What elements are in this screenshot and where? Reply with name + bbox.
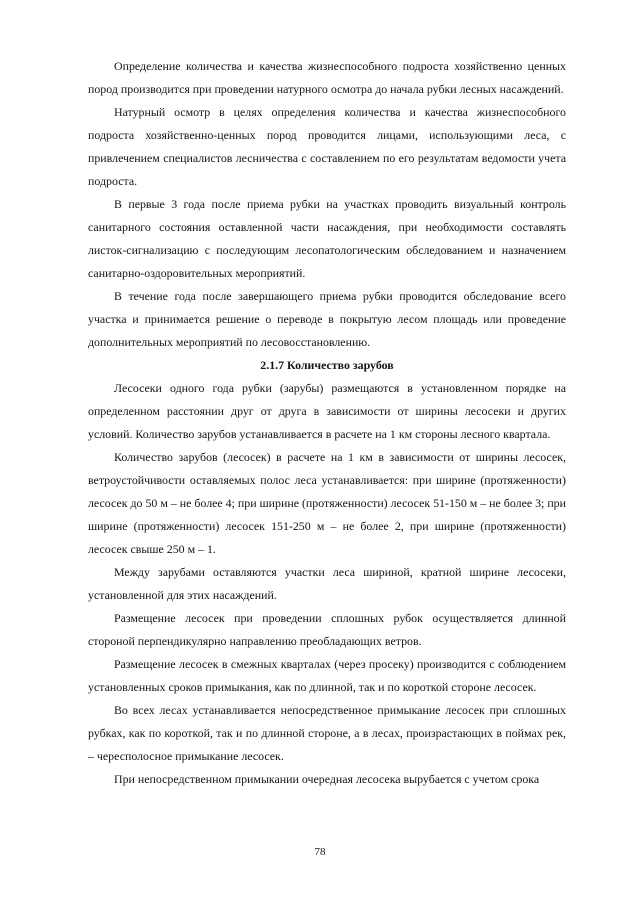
paragraph-adjacent-quarters: Размещение лесосек в смежных кварталах (через просеку) производится с соблюдением установленных сроков примыкания, как по длинной, так и по короткой стороне лесосек. bbox=[88, 657, 566, 694]
paragraph-forest-strips: Между зарубами оставляются участки леса шириной, кратной ширине лесосеки, установленной для этих насаждений. bbox=[88, 565, 566, 602]
paragraph-cut-count: Количество зарубов (лесосек) в расчете на 1 км в зависимости от ширины лесосек, ветроустойчивости оставляемых полос леса устанавливается: при ширине (протяженности) лесосек до 50 м – не более 4; при ширине (протяженности) лесосек 51-150 м – не более 3; при ширине (протяженности) лесосек 151-250 м – не более 2, при ширине (протяженности) лесосек свыше 250 м – 1. bbox=[88, 450, 566, 556]
paragraph-field-inspection: Натурный осмотр в целях определения количества и качества жизнеспособного подроста хозяйственно-ценных пород проводится лицами, использующими леса, с привлечением специалистов лесничества с составлением по его результатам ведомости учета подроста. bbox=[88, 105, 566, 188]
paragraph-wind-orientation: Размещение лесосек при проведении сплошных рубок осуществляется длинной стороной перпендикулярно направлению преобладающих ветров. bbox=[88, 611, 566, 648]
paragraph-site-survey: В течение года после завершающего приема рубки проводится обследование всего участка и принимается решение о переводе в покрытую лесом площадь или проведение дополнительных мероприятий по лесовосстановлению. bbox=[88, 289, 566, 349]
paragraph-undergrowth-assessment: Определение количества и качества жизнеспособного подроста хозяйственно ценных пород производится при проведении натурного осмотра до начала рубки лесных насаждений. bbox=[88, 59, 566, 96]
paragraph-cutting-areas: Лесосеки одного года рубки (зарубы) размещаются в установленном порядке на определенном расстоянии друг от друга в зависимости от ширины лесосеки и других условий. Количество зарубов устанавливается в расчете на 1 км стороны лесного квартала. bbox=[88, 381, 566, 441]
paragraph-continued: При непосредственном примыкании очередная лесосека вырубается с учетом срока bbox=[114, 772, 540, 786]
paragraph-direct-adjacency: Во всех лесах устанавливается непосредственное примыкание лесосек при сплошных рубках, как по короткой, так и по длинной стороне, а в лесах, произрастающих в поймах рек, – чересполосное примыкание лесосек. bbox=[88, 703, 566, 763]
document-page bbox=[88, 55, 566, 791]
paragraph-sanitary-control: В первые 3 года после приема рубки на участках проводить визуальный контроль санитарного состояния оставленной части насаждения, при необходимости составлять листок-сигнализацию с последующим лесопатологическим обследованием и назначением санитарно-оздоровительных мероприятий. bbox=[88, 197, 566, 280]
section-heading: 2.1.7 Количество зарубов bbox=[260, 358, 394, 372]
page-number: 78 bbox=[314, 846, 326, 858]
